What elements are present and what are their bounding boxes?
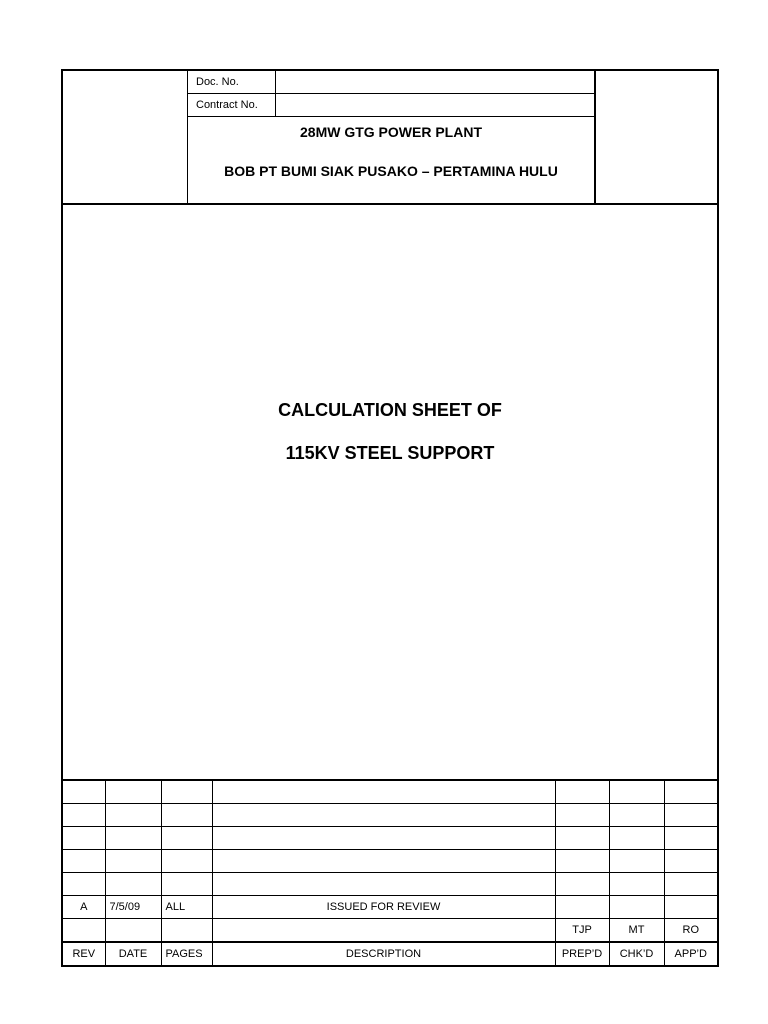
revision-cell-description [212,873,555,896]
revision-cell-date [105,873,161,896]
revision-cell-pages [161,780,212,804]
revision-cell-prepd [555,896,609,919]
contract-no-row [188,94,594,117]
revision-cell-appd [664,827,717,850]
revision-cell-rev [63,919,105,943]
doc-no-row [188,71,594,94]
revision-cell-prepd [555,873,609,896]
revision-cell-appd [664,850,717,873]
revision-cell-appd [664,896,717,919]
doc-no-value [277,71,594,93]
doc-no-label: Doc. No. [188,71,276,93]
revision-row [63,896,717,919]
revision-cell-appd [664,780,717,804]
rev-header: REV [63,942,105,965]
logo-area-left [63,71,188,203]
revision-row [63,804,717,827]
revision-cell-description [212,780,555,804]
revision-cell-pages [161,873,212,896]
revision-cell-chkd: MT [609,919,664,943]
revision-cell-appd [664,804,717,827]
revision-cell-pages [161,850,212,873]
chkd-header: CHK’D [609,942,664,965]
revision-cell-rev: A [63,896,105,919]
project-name: 28MW GTG POWER PLANT [300,124,482,140]
revision-cell-date [105,850,161,873]
description-header: DESCRIPTION [212,942,555,965]
contract-no-label: Contract No. [188,94,276,116]
revision-cell-chkd [609,850,664,873]
pages-header: PAGES [161,942,212,965]
revision-cell-rev [63,873,105,896]
date-header: DATE [105,942,161,965]
revision-cell-date [105,827,161,850]
revision-cell-date [105,804,161,827]
revision-cell-rev [63,780,105,804]
revision-cell-rev [63,827,105,850]
title-block-info [188,71,594,203]
document-sheet [61,69,719,967]
revision-row [63,919,717,943]
revision-cell-rev [63,850,105,873]
revision-cell-pages [161,919,212,943]
revision-table [63,779,717,965]
revision-row [63,780,717,804]
document-title-line1: CALCULATION SHEET OF [278,400,502,420]
prepd-header: PREP’D [555,942,609,965]
revision-row [63,827,717,850]
revision-cell-chkd [609,873,664,896]
revision-row [63,850,717,873]
revision-cell-description [212,804,555,827]
revision-cell-date: 7/5/09 [105,896,161,919]
revision-cell-description [212,827,555,850]
logo-area-right [594,71,719,203]
revision-cell-chkd [609,780,664,804]
revision-cell-date [105,780,161,804]
revision-row [63,873,717,896]
revision-cell-chkd [609,896,664,919]
revision-cell-rev [63,804,105,827]
appd-header: APP’D [664,942,717,965]
revision-cell-prepd: TJP [555,919,609,943]
client-name: BOB PT BUMI SIAK PUSAKO – PERTAMINA HULU [224,163,558,179]
revision-cell-chkd [609,827,664,850]
revision-cell-pages: ALL [161,896,212,919]
revision-table-header-row [63,942,717,965]
revision-cell-appd [664,873,717,896]
title-block-header [63,71,717,205]
revision-cell-prepd [555,780,609,804]
revision-cell-chkd [609,804,664,827]
revision-cell-date [105,919,161,943]
revision-cell-description: ISSUED FOR REVIEW [212,896,555,919]
document-title-line2: 115KV STEEL SUPPORT [285,443,495,463]
revision-cell-appd: RO [664,919,717,943]
contract-no-value [277,94,594,116]
revision-cell-pages [161,827,212,850]
revision-cell-prepd [555,827,609,850]
revision-cell-description [212,919,555,943]
revision-cell-prepd [555,804,609,827]
revision-cell-pages [161,804,212,827]
revision-cell-prepd [555,850,609,873]
revision-cell-description [212,850,555,873]
